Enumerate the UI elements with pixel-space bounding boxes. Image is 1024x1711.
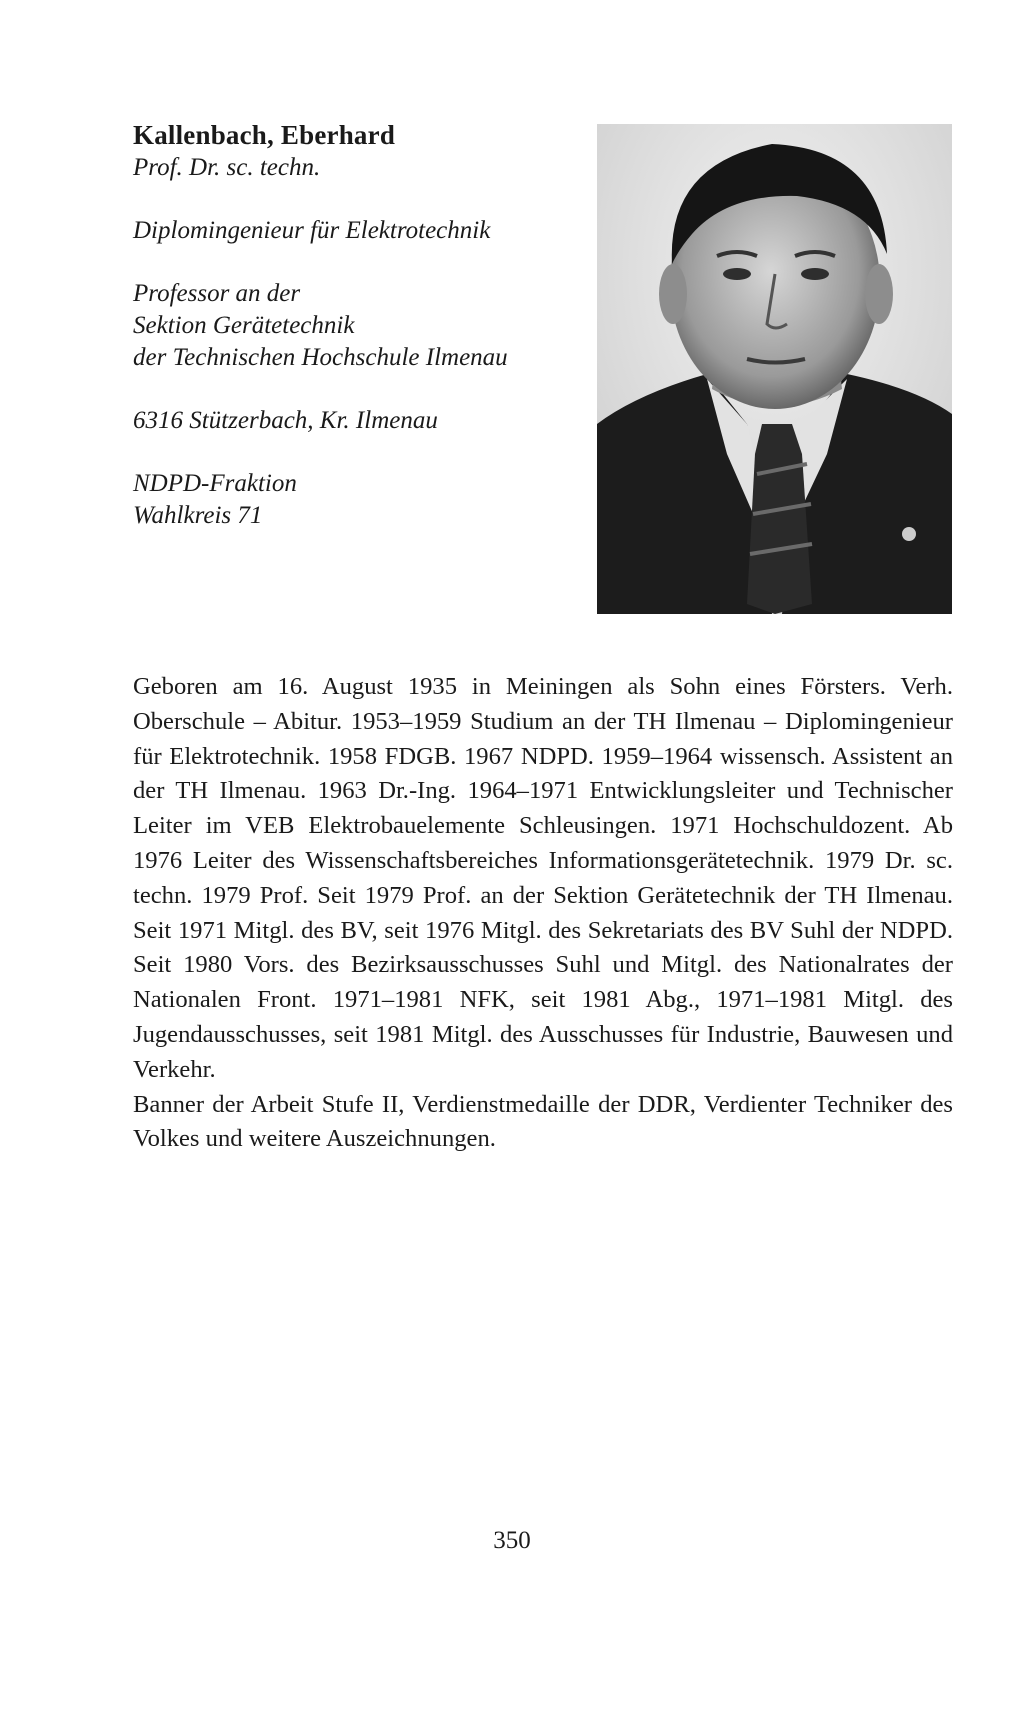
faction: NDPD-Fraktion — [133, 470, 297, 497]
entry-header — [133, 118, 603, 532]
portrait-photo — [597, 124, 952, 614]
address: 6316 Stützerbach, Kr. Ilmenau — [133, 407, 438, 434]
portrait-photo-icon — [597, 124, 952, 614]
position-line-1: Professor an der — [133, 280, 301, 307]
page-number: 350 — [493, 1527, 531, 1554]
awards-paragraph: Banner der Arbeit Stufe II, Verdienstmedaille der DDR, Verdienter Techniker des Volkes und weitere Auszeichnungen. — [133, 1090, 953, 1153]
position-line-3: der Technischen Hochschule Ilmenau — [133, 344, 508, 371]
academic-title: Prof. Dr. sc. techn. — [133, 154, 321, 181]
constituency: Wahlkreis 71 — [133, 502, 263, 529]
biography — [133, 670, 953, 1157]
person-name: Kallenbach, Eberhard — [133, 120, 396, 150]
degree: Diplomingenieur für Elektrotechnik — [133, 217, 491, 244]
biography-paragraph: Geboren am 16. August 1935 in Meiningen als Sohn eines Försters. Verh. Oberschule – Abitur. 1953–1959 Studium an der TH Ilmenau – Diplomingenieur für Elektrotechnik. 1958 FDGB. 1967 NDPD. 1959–1964 wissensch. Assistent an der TH Ilmenau. 1963 Dr.-Ing. 1964–1971 Entwicklungsleiter und Technischer Leiter im VEB Elektrobauelemente Schleusingen. 1971 Hochschuldozent. Ab 1976 Leiter des Wissenschaftsbereiches Informationsgerätetechnik. 1979 Dr. sc. techn. 1979 Prof. Seit 1979 Prof. an der Sektion Gerätetechnik der TH Ilmenau. Seit 1971 Mitgl. des BV, seit 1976 Mitgl. des Sekretariats des BV Suhl der NDPD. Seit 1980 Vors. des Bezirksausschusses Suhl und Mitgl. des Nationalrates der Nationalen Front. 1971–1981 NFK, seit 1981 Abg., 1971–1981 Mitgl. des Jugendausschusses, seit 1981 Mitgl. des Ausschusses für Industrie, Bauwesen und Verkehr. — [133, 673, 953, 1083]
position-line-2: Sektion Gerätetechnik — [133, 312, 355, 339]
